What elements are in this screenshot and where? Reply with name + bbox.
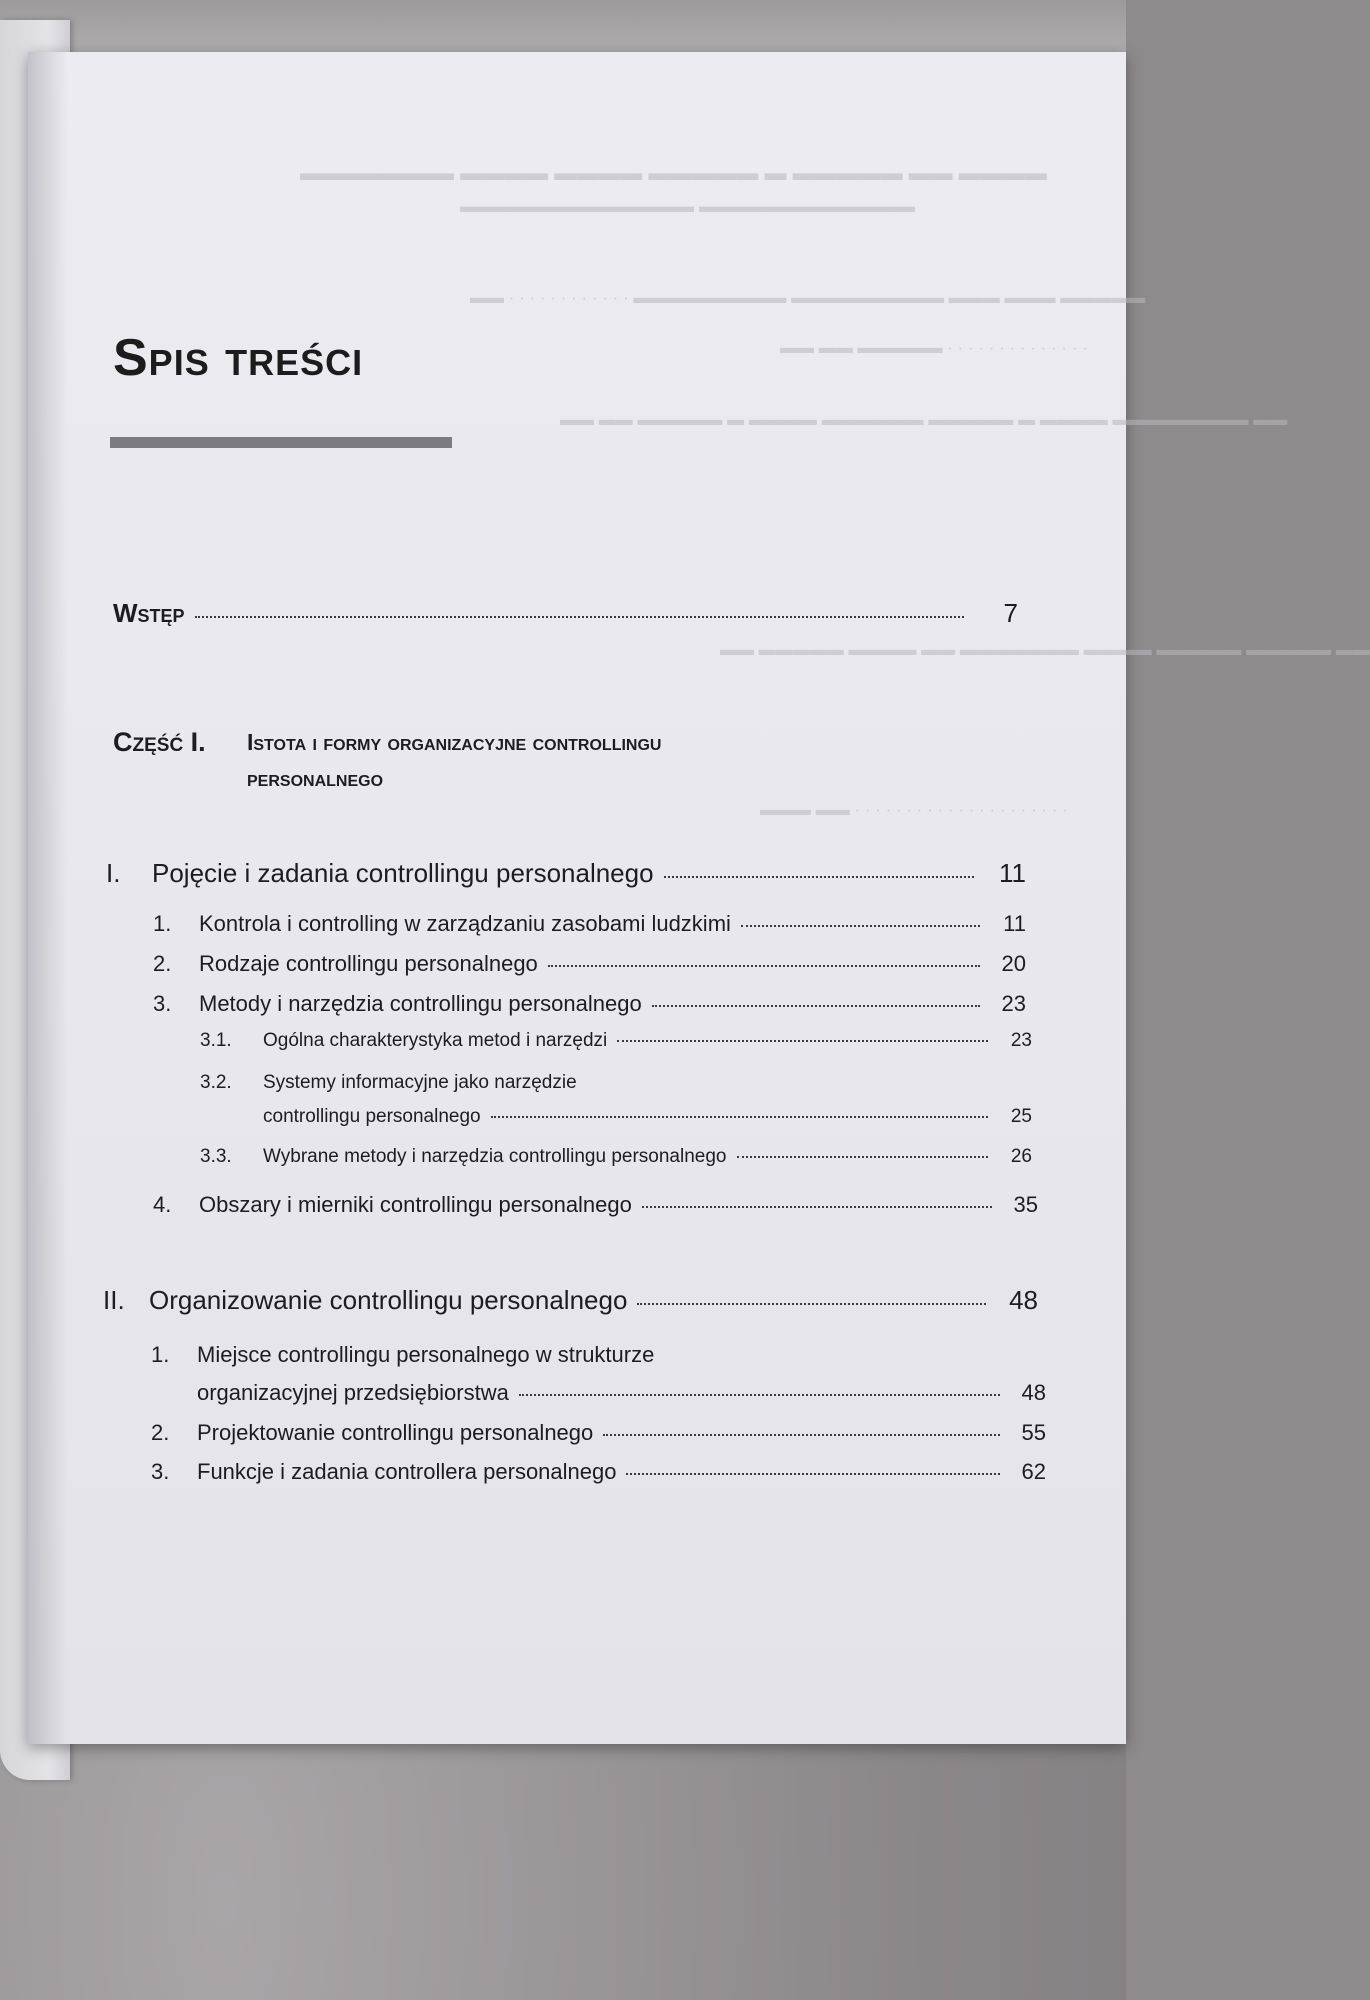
toc-section-label: Projektowanie controllingu personalnego [197,1420,594,1445]
show-through-text: · · · · · · · · · · · · · · ▬▬▬▬▬ ▬▬ ▬▬ [780,338,1088,357]
toc-subsection-label: Wybrane metody i narzędzia controllingu personalnego [263,1146,727,1167]
toc-section-entry [151,1420,1046,1446]
toc-section-number: 2. [153,951,172,976]
toc-chapter-entry [106,858,1026,889]
toc-subsection-label: Ogólna charakterystyka metod i narzędzi [263,1030,608,1051]
toc-page-number: 48 [1009,1285,1038,1315]
toc-intro-label: Wstęp [113,598,185,628]
toc-subsection-number: 3.3. [200,1146,232,1167]
toc-subsection-number: 3.2. [200,1072,232,1093]
toc-page-number: 35 [1013,1192,1038,1217]
toc-leader-dots [642,1206,992,1208]
toc-section-entry [153,951,1026,977]
toc-leader-dots [491,1116,988,1118]
toc-section-number: 3. [153,991,172,1016]
toc-part-title: Istota i formy organizacyjne controllingu personalnego [247,729,662,791]
toc-subsection-label: Systemy informacyjne jako narzędzie [263,1072,577,1093]
toc-chapter-entry [103,1285,1038,1316]
toc-page-number: 25 [1010,1106,1032,1127]
toc-subsection-entry-line2 [263,1106,1032,1128]
toc-section-label: Miejsce controllingu personalnego w strukturze [197,1342,655,1367]
toc-section-label: Metody i narzędzia controllingu personalnego [199,991,642,1016]
toc-leader-dots [519,1394,1000,1396]
toc-section-label-continued: organizacyjnej przedsiębiorstwa [197,1380,509,1405]
toc-page-number: 62 [1021,1459,1046,1484]
show-through-text: ▬▬▬▬▬ ▬▬▬ ▬▬▬ ▬▬▬▬▬▬▬▬▬ ▬▬▬▬▬▬▬▬▬ · · · · · · · · · · · · ▬▬ [470,288,1146,307]
toc-section-entry [153,1192,1038,1218]
page-title: Spis treści [113,329,364,387]
toc-page-number: 48 [1021,1380,1046,1405]
toc-leader-dots [195,616,964,618]
toc-section-number: 1. [153,911,172,936]
toc-section-number: 2. [151,1420,170,1445]
toc-chapter-label: Organizowanie controllingu personalnego [149,1285,628,1315]
toc-subsection-number: 3.1. [200,1030,232,1051]
toc-intro-entry [113,598,1018,629]
toc-page-number: 20 [1001,951,1026,976]
toc-leader-dots [617,1040,988,1042]
toc-section-entry-line2 [197,1380,1046,1406]
show-through-text: ▬▬ ▬▬▬▬▬▬▬▬ ▬▬▬▬ ▬ ▬▬▬▬▬ ▬▬▬▬▬▬ ▬▬▬▬ ▬ ▬▬▬▬▬ ▬▬ ▬▬ [560,410,1288,429]
toc-subsection-label-continued: controllingu personalnego [263,1106,481,1127]
page-gutter-shadow [28,52,68,1744]
toc-leader-dots [664,876,974,878]
toc-page-number: 7 [1003,598,1018,628]
toc-leader-dots [548,965,980,967]
toc-leader-dots [626,1473,1000,1475]
toc-page-number: 23 [1001,991,1026,1016]
toc-page-number: 26 [1010,1146,1032,1167]
toc-section-number: 3. [151,1459,170,1484]
toc-leader-dots [652,1005,980,1007]
toc-subsection-entry [200,1146,1032,1168]
toc-section-label: Kontrola i controlling w zarządzaniu zasobami ludzkimi [199,911,731,936]
toc-section-number: 4. [153,1192,172,1217]
toc-section-entry-line1 [151,1342,1046,1368]
toc-chapter-label: Pojęcie i zadania controllingu personalnego [152,858,654,888]
title-underline [110,437,452,448]
toc-section-label: Funkcje i zadania controllera personalnego [197,1459,617,1484]
show-through-text: · · · · · · · · · · · · · · · · · · · · · ▬▬ ▬▬▬ [760,800,1068,819]
toc-leader-dots [741,925,980,927]
toc-section-label: Rodzaje controllingu personalnego [199,951,538,976]
toc-section-entry [151,1459,1046,1485]
toc-leader-dots [737,1156,989,1158]
toc-section-label: Obszary i mierniki controllingu personalnego [199,1192,632,1217]
toc-page-number: 23 [1010,1030,1032,1051]
show-through-text: ▬▬▬▬ ▬▬ ▬▬▬▬▬ ▬ ▬▬▬▬▬ ▬▬▬▬ ▬▬▬▬ ▬▬▬▬▬▬▬ [300,160,1047,185]
show-through-text: ▬▬▬▬▬▬▬▬▬▬▬▬ ▬▬▬▬▬▬▬▬▬▬▬▬▬ [460,196,916,216]
toc-section-number: 1. [151,1342,170,1367]
toc-part-label: Część I. [113,727,206,757]
toc-subsection-entry-line1 [200,1072,1032,1094]
toc-leader-dots [637,1303,986,1305]
toc-page-number: 11 [1003,911,1026,936]
toc-page-number: 55 [1021,1420,1046,1445]
toc-leader-dots [603,1434,1000,1436]
toc-chapter-number: II. [103,1285,125,1315]
toc-page-number: 11 [999,858,1026,888]
show-through-text: ▬▬ ▬▬▬▬▬ ▬▬▬▬▬ ▬▬▬▬ ▬▬▬▬▬▬▬ ▬▬ ▬▬▬▬ ▬▬▬▬▬ ▬▬ [720,640,1370,659]
toc-chapter-number: I. [106,858,121,888]
toc-section-entry [153,991,1026,1017]
toc-section-entry [153,911,1026,937]
toc-subsection-entry [200,1030,1032,1052]
